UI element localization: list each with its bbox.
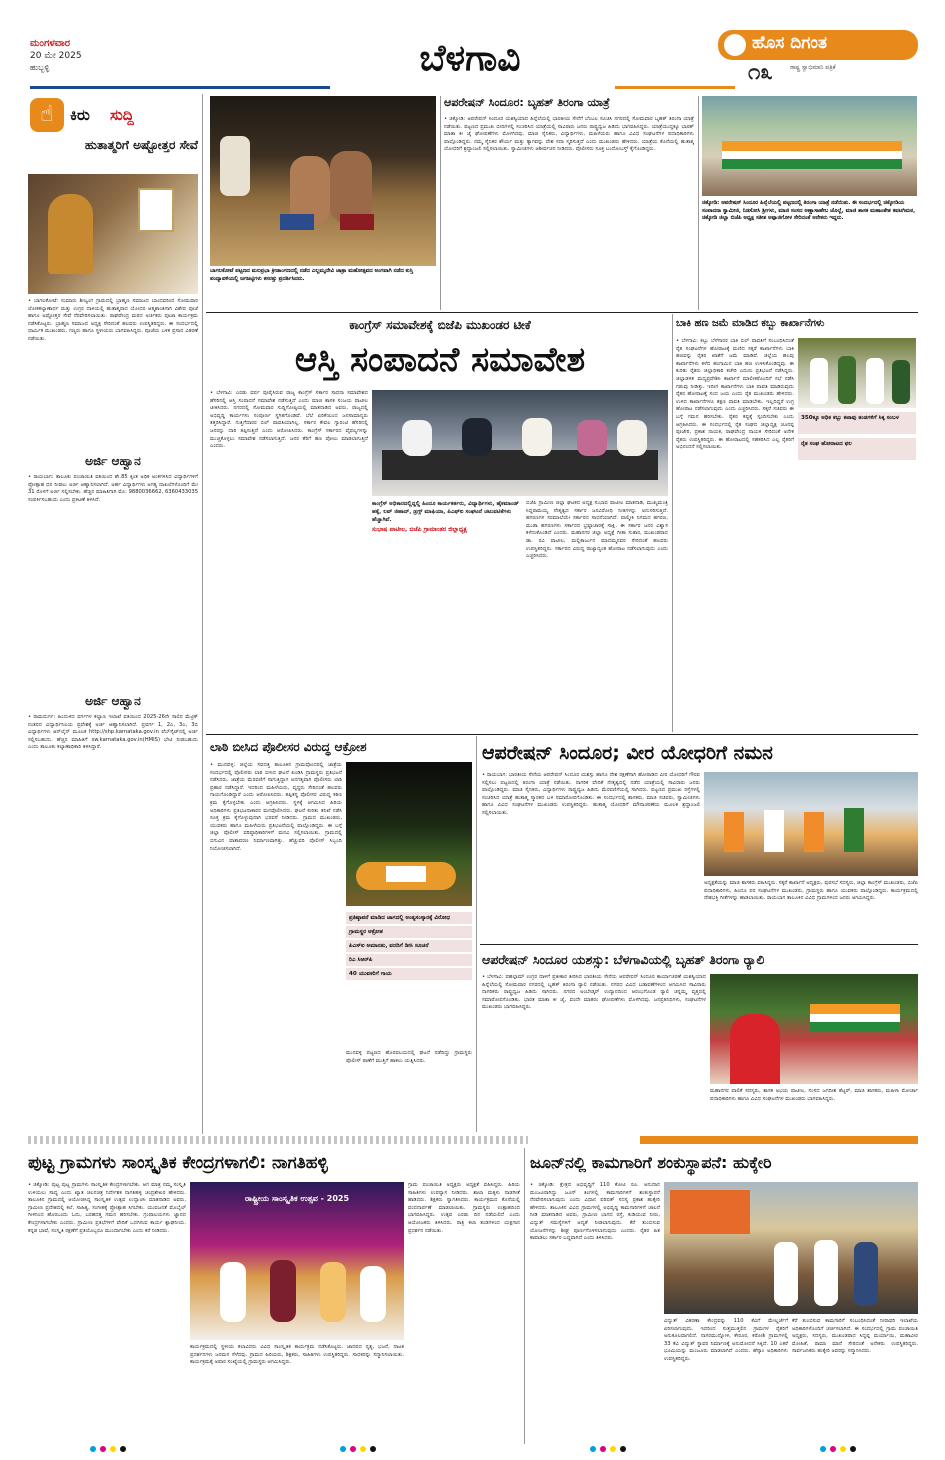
puttagrama-body3: ಗ್ರಾಮ ಪಂಚಾಯಿತಿ ಅಧ್ಯಕ್ಷರು ಅಧ್ಯಕ್ಷತೆ ವಹಿಸಿದ್ದರು. ಹಿರಿಯ ಸಾಹಿತಿಗಳು ಉಪನ್ಯಾಸ ನೀಡಿದರು. ಶಾಲಾ ಮಕ್ಕಳು ನಾಡಗೀತೆ ಹಾಡಿದರು. ಶಿಕ್ಷಕರು ಸ್ವಾಗತಿಸಿದರು. ಕಾರ್ಯಕ್ರಮದ ಕೊನೆಯಲ್ಲಿ ವಂದನಾರ್ಪಣೆ ಮಾಡಲಾಯಿತು. ಗ್ರಾಮಸ್ಥರು ಉತ್ಸಾಹದಿಂದ ಭಾಗವಹಿಸಿದ್ದರು. ಉತ್ಸವ ಎರಡು ದಿನ ನಡೆಯಲಿದೆ ಎಂದು ಆಯೋಜಕರು ತಿಳಿಸಿದರು. ರಾತ್ರಿ ಕಲಾ ತಂಡಗಳಿಂದ ಯಕ್ಷಗಾನ ಪ್ರದರ್ಶನ ನಡೆಯಿತು. bbox=[408, 1182, 520, 1234]
masthead-bar-left bbox=[30, 86, 330, 89]
hukkeri-photo bbox=[664, 1182, 918, 1314]
police-bullet-4: ರಿಎ ಸಿಆರ್‌ಪಿ bbox=[346, 954, 472, 966]
rally-headline: ಆಪರೇಷನ್ ಸಿಂದೂರ ಯಶಸ್ಸು: ಬೆಳಗಾವಿಯಲ್ಲಿ ಬೃಹತ್ ತಿರಂಗಾ ರ‍್ಯಾಲಿ bbox=[482, 952, 765, 967]
police-bullet-2: ಗ್ರಾಮಸ್ಥರ ಆಕ್ರೋಶ bbox=[346, 926, 472, 938]
kabbu-body-cont bbox=[798, 462, 916, 730]
police-headline: ಲಾಠಿ ಬೀಸಿದ ಪೊಲೀಸರ ವಿರುದ್ಧ ಆಕ್ರೋಶ bbox=[210, 740, 367, 754]
samavesha-quote-by: ಸುಭಾಷ ಪಾಟೀಲ, ಬಿಜೆಪಿ ಗ್ರಾಮಾಂತರ ಜಿಲ್ಲಾಧ್ಯಕ್ಷ bbox=[372, 526, 467, 533]
veera-rule bbox=[480, 944, 918, 945]
police-bullets bbox=[346, 910, 472, 1040]
kabbu-body: • ಬೆಳಗಾವಿ: ಕಬ್ಬು ಬೆಳೆಗಾರರ ಬಾಕಿ ಬಿಲ್ ಪಾವತಿಗೆ ಸಂಬಂಧಿಸಿದಂತೆ ರೈತ ಸಂಘಟನೆಗಳ ಹೋರಾಟಕ್ಕೆ ಮಣಿದ ಸಕ್ಕರೆ ಕಾರ್ಖಾನೆಗಳು ಬಾಕಿ ಹಣವನ್ನು ರೈತರ ಖಾತೆಗೆ ಜಮೆ ಮಾಡಿವೆ. ಜಿಲ್ಲೆಯ ಹಲವು ಕಾರ್ಖಾನೆಗಳು ಕಳೆದ ಹಂಗಾಮಿನ ಬಾಕಿ ಹಣ ಉಳಿಸಿಕೊಂಡಿದ್ದವು. ಈ ಕುರಿತು ರೈತರು ಜಿಲ್ಲಾಧಿಕಾರಿ ಕಚೇರಿ ಎದುರು ಪ್ರತಿಭಟನೆ ನಡೆಸಿದ್ದರು. ಜಿಲ್ಲಾಡಳಿತ ಮಧ್ಯಪ್ರವೇಶಿಸಿ ಕಾರ್ಖಾನೆ ಮಾಲೀಕರೊಂದಿಗೆ ಸಭೆ ನಡೆಸಿ ಗಡುವು ನೀಡಿತ್ತು. ಇದೀಗ ಕಾರ್ಖಾನೆಗಳು ಬಾಕಿ ಪಾವತಿ ಮಾಡಿರುವುದು ರೈತರ ಹೋರಾಟಕ್ಕೆ ಸಂದ ಜಯ ಎಂದು ರೈತ ಮುಖಂಡರು ಹೇಳಿದರು. ಉಳಿದ ಕಾರ್ಖಾನೆಗಳೂ ತಕ್ಷಣ ಪಾವತಿ ಮಾಡಬೇಕು. ಇಲ್ಲದಿದ್ದರೆ ಉಗ್ರ ಹೋರಾಟ ನಡೆಸಲಾಗುವುದು ಎಂದು ಎಚ್ಚರಿಸಿದರು. ಸಕ್ಕರೆ ಸಚಿವರು ಈ ಬಗ್ಗೆ ಗಮನ ಹರಿಸಬೇಕು. ರೈತರ ಕಷ್ಟಕ್ಕೆ ಸ್ಪಂದಿಸಬೇಕು ಎಂದು ಆಗ್ರಹಿಸಿದರು. ಈ ಸಂದರ್ಭದಲ್ಲಿ ರೈತ ಸಂಘದ ಜಿಲ್ಲಾಧ್ಯಕ್ಷ ಚೂನಪ್ಪ ಪೂಜೇರಿ, ಪ್ರಕಾಶ ನಾಯಕ, ರಾಘವೇಂದ್ರ ನಾಯಕ ಸೇರಿದಂತೆ ಅನೇಕ ರೈತರು ಉಪಸ್ಥಿತರಿದ್ದರು. ಈ ಹೋರಾಟದಲ್ಲಿ ಸಹಕರಿಸಿದ ಎಲ್ಲ ರೈತರಿಗೆ ಅಭಿನಂದನೆ ಸಲ್ಲಿಸಲಾಯಿತು. bbox=[676, 338, 794, 451]
brand-name: ಹೊಸ ದಿಗಂತ bbox=[752, 33, 827, 53]
kusti-caption: ಬಾಗಲಕೋಟೆ ಪಟ್ಟಣದ ಮಲಪ್ರಭಾ ಕ್ರೀಡಾಂಗಣದಲ್ಲಿ ನಡೆದ ಎಲ್ಲಮ್ಮದೇವಿ ಜಾತ್ರಾ ಮಹೋತ್ಸವದ ಅಂಗವಾಗಿ ನಡೆದ ಕುಸ್ತಿ ಪಂದ್ಯಾವಳಿಯಲ್ಲಿ ಜಗಜಟ್ಟಿಗಳು ಕಸರತ್ತು ಪ್ರದರ್ಶಿಸಿದರು. bbox=[210, 268, 414, 282]
samavesha-quote-box bbox=[372, 500, 522, 582]
hukkeri-body1: • ಚಿಕ್ಕೋಡಿ: ಕ್ಷೇತ್ರದ ಅಭಿವೃದ್ಧಿಗೆ 110 ಕೋಟಿ ರೂ. ಅನುದಾನ ಮಂಜೂರಾಗಿದ್ದು ಜೂನ್ ತಿಂಗಳಲ್ಲಿ ಕಾಮಗಾರಿಗಳಿಗೆ ಶಂಕುಸ್ಥಾಪನೆ ನೆರವೇರಿಸಲಾಗುವುದು ಎಂದು ವಿಧಾನ ಪರಿಷತ್ ಸದಸ್ಯ ಪ್ರಕಾಶ ಹುಕ್ಕೇರಿ ಹೇಳಿದರು. ತಾಲೂಕಿನ ವಿವಿಧ ಗ್ರಾಮಗಳಲ್ಲಿ ಅಭಿವೃದ್ಧಿ ಕಾಮಗಾರಿಗಳಿಗೆ ಚಾಲನೆ ನೀಡಿ ಮಾತನಾಡಿದ ಅವರು, ಗ್ರಾಮೀಣ ಭಾಗದ ರಸ್ತೆ, ಕುಡಿಯುವ ನೀರು, ವಿದ್ಯುತ್ ಸಮಸ್ಯೆಗಳಿಗೆ ಆದ್ಯತೆ ನೀಡಲಾಗುವುದು. ಕೆರೆ ತುಂಬಿಸುವ ಯೋಜನೆಗಳನ್ನು ಶೀಘ್ರ ಪೂರ್ಣಗೊಳಿಸಲಾಗುವುದು ಎಂದರು. ರೈತರ ಹಿತ ಕಾಪಾಡಲು ಸರ್ಕಾರ ಬದ್ಧವಾಗಿದೆ ಎಂದು ತಿಳಿಸಿದರು. bbox=[530, 1182, 660, 1242]
lower-divider bbox=[476, 736, 477, 1132]
samavesha-kicker: ಕಾಂಗ್ರೆಸ್ ಸಮಾವೇಶಕ್ಕೆ ಬಿಜೆಪಿ ಮುಖಂಡರ ಟೀಕೆ bbox=[349, 318, 531, 332]
samavesha-headline: ಆಸ್ತಿ ಸಂಪಾದನೆ ಸಮಾವೇಶ bbox=[294, 340, 586, 380]
puttagrama-body1: • ಚಿಕ್ಕೋಡಿ: ಪುಟ್ಟ ಪುಟ್ಟ ಗ್ರಾಮಗಳು ಸಾಂಸ್ಕೃತಿಕ ಕೇಂದ್ರಗಳಾಗಬೇಕು. ಆಗ ಮಾತ್ರ ನಮ್ಮ ಸಂಸ್ಕೃತಿ ಉಳಿಯಲು ಸಾಧ್ಯ ಎಂದು ಖ್ಯಾತ ಚಲನಚಿತ್ರ ನಿರ್ದೇಶಕ ನಾಗತಿಹಳ್ಳಿ ಚಂದ್ರಶೇಖರ ಹೇಳಿದರು. ತಾಲೂಕಿನ ಗ್ರಾಮದಲ್ಲಿ ಆಯೋಜಿಸಿದ್ದ ಸಾಂಸ್ಕೃತಿಕ ಉತ್ಸವ ಉದ್ಘಾಟಿಸಿ ಮಾತನಾಡಿದ ಅವರು, ಗ್ರಾಮೀಣ ಪ್ರದೇಶದಲ್ಲಿ ಕಲೆ, ಸಾಹಿತ್ಯ, ಸಂಗೀತಕ್ಕೆ ಪ್ರೋತ್ಸಾಹ ಸಿಗಬೇಕು. ಯುವಜನತೆ ಮೊಬೈಲ್ ಗೀಳಿನಿಂದ ಹೊರಬಂದು ಓದು, ಬರಹದತ್ತ ಗಮನ ಹರಿಸಬೇಕು. ಗ್ರಂಥಾಲಯಗಳು ಜ್ಞಾನದ ಕೇಂದ್ರಗಳಾಗಬೇಕು ಎಂದರು. ಗ್ರಾಮೀಣ ಪ್ರತಿಭೆಗಳಿಗೆ ವೇದಿಕೆ ಒದಗಿಸುವ ಕಾರ್ಯ ಶ್ಲಾಘನೀಯ. ಕನ್ನಡ ಭಾಷೆ, ಸಂಸ್ಕೃತಿ ರಕ್ಷಣೆಗೆ ಪ್ರತಿಯೊಬ್ಬರೂ ಮುಂದಾಗಬೇಕು ಎಂದು ಕರೆ ನೀಡಿದರು. bbox=[28, 1182, 186, 1234]
rally-caption: ಮಹಾನಗರ ಪಾಲಿಕೆ ಸದಸ್ಯರು, ಶಾಸಕ ಅಭಯ ಪಾಟೀಲ, ಸಂಸದ ಜಗದೀಶ ಶೆಟ್ಟರ್, ಮಾಜಿ ಶಾಸಕರು, ಮಹಿಳಾ ಮೋರ್ಚಾ ಪದಾಧಿಕಾರಿಗಳು ಹಾಗೂ ವಿವಿಧ ಸಂಘಟನೆಗಳ ಮುಖಂಡರು ಭಾಗವಹಿಸಿದ್ದರು. bbox=[710, 1088, 918, 1102]
veera-photo bbox=[704, 772, 918, 876]
veera-caption: ಅಧ್ಯಕ್ಷತೆಯನ್ನು ಮಾಜಿ ಶಾಸಕರು ವಹಿಸಿದ್ದರು. ಸಕ್ಕರೆ ಕಾರ್ಖಾನೆ ಅಧ್ಯಕ್ಷರು, ಪುರಸಭೆ ಸದಸ್ಯರು, ಜಿಲ್ಲಾ ಕಾಂಗ್ರೆಸ್ ಮುಖಂಡರು, ಬಿಜೆಪಿ ಪದಾಧಿಕಾರಿಗಳು, ಹಿಂದೂ ಪರ ಸಂಘಟನೆಗಳ ಮುಖಂಡರು, ಗ್ರಾಮಸ್ಥರು ಹಾಗೂ ಯುವಕರು ಪಾಲ್ಗೊಂಡಿದ್ದರು. ಕಾರ್ಯಕ್ರಮದಲ್ಲಿ ದೇಶಭಕ್ತಿ ಗೀತೆಗಳನ್ನು ಹಾಡಲಾಯಿತು. ರಾಯಬಾಗ ತಾಲೂಕಿನ ವಿವಿಧ ಗ್ರಾಮಗಳಿಂದ ಜನರು ಆಗಮಿಸಿದ್ದರು. bbox=[704, 880, 918, 902]
top-divider-1 bbox=[440, 96, 441, 310]
arji2-headline: ಅರ್ಜಿ ಆಹ್ವಾನ bbox=[85, 694, 141, 708]
rally-photo bbox=[710, 974, 918, 1084]
samavesha-photo bbox=[372, 390, 668, 496]
left-column bbox=[28, 94, 198, 1134]
police-body2: ಮುನವಳ್ಳಿ ಪಟ್ಟಣದ ಹೊರವಲಯದಲ್ಲಿ ಘಟನೆ ನಡೆದಿದ್ದು ಗ್ರಾಮಸ್ಥರು ಪೊಲೀಸ್ ಠಾಣೆಗೆ ಮುತ್ತಿಗೆ ಹಾಕಲು ಯತ್ನಿಸಿದರು. bbox=[346, 1050, 472, 1064]
tiranga-headline: ಆಪರೇಷನ್ ಸಿಂದೂರ: ಬೃಹತ್ ತಿರಂಗಾ ಯಾತ್ರೆ bbox=[444, 96, 610, 109]
veera-headline: ಆಪರೇಷನ್ ಸಿಂದೂರ; ವೀರ ಯೋಧರಿಗೆ ನಮನ bbox=[482, 742, 773, 764]
masthead-bar-right bbox=[615, 86, 735, 89]
left-column-divider bbox=[202, 94, 203, 1134]
hukkeri-body3: ಕೆರೆ ತುಂಬಿಸುವ ಕಾಮಗಾರಿಗೆ ಸಂಬಂಧಿಸಿದಂತೆ ನೀರಾವರಿ ಇಲಾಖೆಯ ಅಧಿಕಾರಿಗಳೊಂದಿಗೆ ಚರ್ಚಿಸಲಾಗಿದೆ. ಈ ಸಂದರ್ಭದಲ್ಲಿ ಗ್ರಾಮ ಪಂಚಾಯಿತಿ ಅಧ್ಯಕ್ಷರು, ಸದಸ್ಯರು, ಮುಖಂಡರಾದ ಸಿದ್ದಪ್ಪ ಮರ್ಯಾಯಿ, ಮಹಾವೀರ ಮೋಹಿತೆ, ರಾಮಾ ಮಾನೆ ಸೇರಿದಂತೆ ಅನೇಕರು ಉಪಸ್ಥಿತರಿದ್ದರು. ಸಾರ್ವಜನಿಕರು ಹುಕ್ಕೇರಿ ಅವರನ್ನು ಸನ್ಮಾನಿಸಿದರು. bbox=[792, 1318, 918, 1355]
samavesha-quote: ಕಾಂಗ್ರೆಸ್ ಅಧಿಕಾರದಲ್ಲಿದ್ದಲ್ಲಿ ಹಿಂದೂ ಕಾರ್ಯಕರ್ತರು, ವಿದ್ಯಾರ್ಥಿಗಳು, ಹೈಕಮಾಂಡ್ ಹಕ್ಕೆ, ಲವ್ ಜಿಹಾದ್, ಡ್ರಗ್ಸ್ ಮಾಫಿಯಾ, ಪಿಎಫ್‌ಐ ಸಂಘಟನೆ ಚಟುವಟಿಕೆಗಳು ಹೆಚ್ಚಾಗಿವೆ. bbox=[372, 501, 519, 523]
stage-banner-text: ರಾಷ್ಟ್ರೀಯ ಸಾಂಸ್ಕೃತಿಕ ಉತ್ಸವ - 2025 bbox=[244, 1194, 350, 1203]
rally-body: • ಬೆಳಗಾವಿ: ಪಹಲ್ಗಾಮ್ ಉಗ್ರರ ದಾಳಿಗೆ ಪ್ರತೀಕಾರ ತೀರಿಸಿದ ಭಾರತೀಯ ಸೇನೆಯ ಆಪರೇಷನ್ ಸಿಂದೂರ ಕಾರ್ಯಾಚರಣೆ ಯಶಸ್ವಿಯಾದ ಹಿನ್ನೆಲೆಯಲ್ಲಿ ಸೋಮವಾರ ನಗರದಲ್ಲಿ ಬೃಹತ್ ತಿರಂಗಾ ರ‍್ಯಾಲಿ ನಡೆಯಿತು. ನಗರದ ವಿವಿಧ ಬಡಾವಣೆಗಳಿಂದ ಆಗಮಿಸಿದ ಸಾವಿರಾರು ನಾಗರಿಕರು ರಾಷ್ಟ್ರಧ್ವಜ ಹಿಡಿದು ಸಾಗಿದರು. ನಗರದ ಅಂಬೇಡ್ಕರ್ ಉದ್ಯಾನದಿಂದ ಆರಂಭಗೊಂಡ ರ‍್ಯಾಲಿ ಚನ್ನಮ್ಮ ವೃತ್ತದಲ್ಲಿ ಸಮಾರೋಪಗೊಂಡಿತು. ಭಾರತ ಮಾತಾ ಕೀ ಜೈ, ವಂದೇ ಮಾತರಂ ಘೋಷಣೆಗಳು ಮೊಳಗಿದವು. ಜನಪ್ರತಿನಿಧಿಗಳು, ಸಂಘಟನೆಗಳ ಮುಖಂಡರು ಭಾಗವಹಿಸಿದ್ದರು. bbox=[482, 974, 706, 1011]
pointing-hand-icon: ☝ bbox=[30, 98, 64, 132]
puttagrama-photo bbox=[190, 1182, 404, 1340]
kirusuddi-label-a: ಕಿರು bbox=[70, 106, 90, 124]
hukkeri-headline: ಜೂನ್‌ನಲ್ಲಿ ಕಾಮಗಾರಿಗೆ ಶಂಕುಸ್ಥಾಪನೆ: ಹುಕ್ಕೇರಿ bbox=[530, 1153, 772, 1172]
day-label: ಮಂಗಳವಾರ bbox=[30, 38, 71, 49]
police-photo bbox=[346, 762, 472, 906]
date-block bbox=[30, 38, 130, 88]
arji1-headline: ಅರ್ಜಿ ಆಹ್ವಾನ bbox=[85, 454, 141, 468]
bottom-divider bbox=[524, 1148, 525, 1444]
section-title: ಬೆಳಗಾವಿ bbox=[419, 38, 521, 79]
brand-icon bbox=[724, 34, 746, 56]
police-body: • ಮುನವಳ್ಳಿ: ಜಿಲ್ಲೆಯ ಸವದತ್ತಿ ತಾಲೂಕಿನ ಗ್ರಾಮವೊಂದರಲ್ಲಿ ಜಾತ್ರೆಯ ಸಂದರ್ಭದಲ್ಲಿ ಪೊಲೀಸರು ಲಾಠಿ ಬೀಸಿದ ಘಟನೆ ಖಂಡಿಸಿ ಗ್ರಾಮಸ್ಥರು ಪ್ರತಿಭಟನೆ ನಡೆಸಿದರು. ಜಾತ್ರೆಯ ಮೆರವಣಿಗೆ ಸಾಗುತ್ತಿದ್ದಾಗ ಅನಗತ್ಯವಾಗಿ ಪೊಲೀಸರು ಲಾಠಿ ಪ್ರಹಾರ ನಡೆಸಿದ್ದಾರೆ. ಇದರಿಂದ ಮಹಿಳೆಯರು, ವೃದ್ಧರು ಸೇರಿದಂತೆ ಹಲವರು ಗಾಯಗೊಂಡಿದ್ದಾರೆ ಎಂದು ಆರೋಪಿಸಿದರು. ತಪ್ಪಿತಸ್ಥ ಪೊಲೀಸರ ವಿರುದ್ಧ ಕಠಿಣ ಕ್ರಮ ಕೈಗೊಳ್ಳಬೇಕು ಎಂದು ಆಗ್ರಹಿಸಿದರು. ಸ್ಥಳಕ್ಕೆ ಆಗಮಿಸಿದ ಹಿರಿಯ ಅಧಿಕಾರಿಗಳು ಪ್ರತಿಭಟನಾಕಾರರ ಮನವೊಲಿಸಿದರು. ಘಟನೆ ಕುರಿತು ತನಿಖೆ ನಡೆಸಿ ಸೂಕ್ತ ಕ್ರಮ ಕೈಗೊಳ್ಳುವುದಾಗಿ ಭರವಸೆ ನೀಡಿದರು. ಗ್ರಾಮದ ಮುಖಂಡರು, ಯುವಕರು ಹಾಗೂ ಮಹಿಳೆಯರು ಪ್ರತಿಭಟನೆಯಲ್ಲಿ ಪಾಲ್ಗೊಂಡಿದ್ದರು. ಈ ಬಗ್ಗೆ ಜಿಲ್ಲಾ ಪೊಲೀಸ್ ವರಿಷ್ಠಾಧಿಕಾರಿಗಳಿಗೆ ಮನವಿ ಸಲ್ಲಿಸಲಾಯಿತು. ಗ್ರಾಮದಲ್ಲಿ ಬಿಗುವಿನ ವಾತಾವರಣ ನಿರ್ಮಾಣವಾಗಿತ್ತು. ಹೆಚ್ಚುವರಿ ಪೊಲೀಸ್ ಸಿಬ್ಬಂದಿ ನಿಯೋಜಿಸಲಾಗಿದೆ. bbox=[210, 762, 342, 852]
top-row-rule bbox=[206, 312, 918, 313]
arji2-body: • ರಾಮದುರ್ಗ: ಹಿಂದುಳಿದ ವರ್ಗಗಳ ಕಲ್ಯಾಣ ಇಲಾಖೆ ವತಿಯಿಂದ 2025-26ನೇ ಸಾಲಿನ ಮೆಟ್ರಿಕ್ ನಂತರದ ವಿದ್ಯಾರ್ಥಿನಿಲಯ ಪ್ರವೇಶಕ್ಕೆ ಅರ್ಜಿ ಆಹ್ವಾನಿಸಲಾಗಿದೆ. ಪ್ರವರ್ಗ 1, 2ಎ, 3ಎ, 3ಬಿ ವಿದ್ಯಾರ್ಥಿಗಳು ಆನ್‌ಲೈನ್ ಮೂಲಕ http://shp.karnataka.gov.in ವೆಬ್‌ಸೈಟ್‌ನಲ್ಲಿ ಅರ್ಜಿ ಸಲ್ಲಿಸಬಹುದು. ಹೆಚ್ಚಿನ ಮಾಹಿತಿಗೆ sw.karnataka.gov.in(HMIS) ಭೇಟಿ ನೀಡಬಹುದು ಎಂದು ತಾಲೂಕು ಕಲ್ಯಾಣಾಧಿಕಾರಿ ತಿಳಿಸಿದ್ದಾರೆ. bbox=[28, 714, 198, 751]
edition-label: ಹುಬ್ಬಳ್ಳಿ bbox=[30, 63, 50, 72]
hukkeri-body2: ವಿದ್ಯುತ್ ವಿತರಣಾ ಕೇಂದ್ರವನ್ನು 110 ಕೆವಿಗೆ ಮೇಲ್ದರ್ಜೆಗೆ ಏರಿಸಲಾಗುವುದು. ಇದರಿಂದ ಸುತ್ತಮುತ್ತಲಿನ ಗ್ರಾಮಗಳ ರೈತರಿಗೆ ಅನುಕೂಲವಾಗಲಿದೆ. ನಾಗರಮುನ್ನೋಳಿ, ಕೇರೂರ, ಕರೋಶಿ ಗ್ರಾಮಗಳಲ್ಲಿ 33 ಕೆವಿ ವಿದ್ಯುತ್ ಸ್ಥಾವರ ನಿರ್ಮಾಣಕ್ಕೆ ಅನುಮೋದನೆ ಸಿಕ್ಕಿದೆ. 10 ಎಕರೆ ಭೂಮಿಯನ್ನು ಮಂಜೂರು ಮಾಡಲಾಗಿದೆ ಎಂದರು. ಹೆಸ್ಕಾಂ ಅಧಿಕಾರಿಗಳು ಉಪಸ್ಥಿತರಿದ್ದರು. bbox=[664, 1318, 788, 1362]
page-number: ೧೩ bbox=[748, 60, 773, 85]
brand-block bbox=[718, 30, 918, 90]
kirusuddi-logo bbox=[28, 96, 198, 136]
kabbu-headline: ಬಾಕಿ ಹಣ ಜಮೆ ಮಾಡಿದ ಕಬ್ಬು ಕಾರ್ಖಾನೆಗಳು bbox=[676, 318, 825, 329]
bottom-band-right bbox=[640, 1136, 918, 1144]
top-divider-2 bbox=[698, 96, 699, 310]
puttagrama-body2: ಕಾರ್ಯಕ್ರಮದಲ್ಲಿ ಸ್ಥಳೀಯ ಕಲಾವಿದರು ವಿವಿಧ ಸಾಂಸ್ಕೃತಿಕ ಕಾರ್ಯಕ್ರಮ ನಡೆಸಿಕೊಟ್ಟರು. ಜಾನಪದ ನೃತ್ಯ, ಭಜನೆ, ನಾಟಕ ಪ್ರದರ್ಶನಗಳು ಜನಮನ ಸೆಳೆದವು. ಗ್ರಾಮದ ಹಿರಿಯರು, ಶಿಕ್ಷಕರು, ಸಾಹಿತಿಗಳು ಉಪಸ್ಥಿತರಿದ್ದರು. ಸಾಧಕರನ್ನು ಸನ್ಮಾನಿಸಲಾಯಿತು. ಕಾರ್ಯಕ್ರಮಕ್ಕೆ ಅಪಾರ ಸಂಖ್ಯೆಯಲ್ಲಿ ಗ್ರಾಮಸ್ಥರು ಆಗಮಿಸಿದ್ದರು. bbox=[190, 1344, 404, 1366]
puttagrama-headline: ಪುಟ್ಟ ಗ್ರಾಮಗಳು ಸಾಂಸ್ಕೃತಿಕ ಕೇಂದ್ರಗಳಾಗಲಿ: ನಾಗತಿಹಳ್ಳಿ bbox=[28, 1153, 328, 1173]
mid-divider bbox=[672, 314, 673, 732]
kabbu-bullet-1: 350ಕ್ಕೂ ಅಧಿಕ ಕಬ್ಬು ಕಟಾವು ತಂಡಗಳಿಗೆ ಸಿಕ್ಕ ಸಂಬಳ bbox=[798, 412, 916, 434]
kusti-photo bbox=[210, 96, 436, 266]
kabbu-bullet-2: ರೈತ ಸಂಘ ಹೋರಾಟದ ಫಲ bbox=[798, 438, 916, 460]
masthead bbox=[0, 0, 945, 92]
samavesha-body1: • ಬೆಳಗಾವಿ: ಎರಡು ವರ್ಷ ಪೂರೈಸಿರುವ ರಾಜ್ಯ ಕಾಂಗ್ರೆಸ್ ಸರ್ಕಾರ ಸಾಧನಾ ಸಮಾವೇಶದ ಹೆಸರಿನಲ್ಲಿ ಆಸ್ತಿ ಸಂಪಾದನೆ ಸಮಾವೇಶ ನಡೆಸುತ್ತಿದೆ ಎಂದು ಮಾಜಿ ಶಾಸಕ ಸಂಜಯ ಪಾಟೀಲ ಟೀಕಿಸಿದರು. ನಗರದಲ್ಲಿ ಸೋಮವಾರ ಸುದ್ದಿಗೋಷ್ಠಿಯಲ್ಲಿ ಮಾತನಾಡಿದ ಅವರು, ರಾಜ್ಯದಲ್ಲಿ ಅಭಿವೃದ್ಧಿ ಕಾರ್ಯಗಳು ಸಂಪೂರ್ಣ ಸ್ಥಗಿತಗೊಂಡಿವೆ. ಬೆಲೆ ಏರಿಕೆಯಿಂದ ಜನಸಾಮಾನ್ಯರು ತತ್ತರಿಸಿದ್ದಾರೆ. ಗುತ್ತಿಗೆದಾರರ ಬಿಲ್ ಪಾವತಿಯಾಗಿಲ್ಲ. ಸರ್ಕಾರ ಕೇವಲ ಗ್ಯಾರಂಟಿ ಹೆಸರಿನಲ್ಲಿ ಜನರನ್ನು ದಾರಿ ತಪ್ಪಿಸುತ್ತಿದೆ ಎಂದು ಆರೋಪಿಸಿದರು. ಕಾಂಗ್ರೆಸ್ ಸರ್ಕಾರದ ವೈಫಲ್ಯಗಳನ್ನು ಮುಚ್ಚಿಕೊಳ್ಳಲು ಸಮಾವೇಶ ನಡೆಸಲಾಗುತ್ತಿದೆ. ಜನರ ತೆರಿಗೆ ಹಣ ಪೋಲು ಮಾಡಲಾಗುತ್ತಿದೆ ಎಂದರು. bbox=[210, 390, 368, 450]
kirusuddi-photo bbox=[28, 174, 198, 294]
tiranga-body: • ಚಿಕ್ಕೋಡಿ: ಆಪರೇಷನ್ ಸಿಂದೂರ ಯಶಸ್ವಿಯಾದ ಹಿನ್ನೆಲೆಯಲ್ಲಿ ಭಾರತೀಯ ಸೇನೆಗೆ ಬೆಂಬಲ ಸೂಚಿಸಿ ನಗರದಲ್ಲಿ ಸೋಮವಾರ ಬೃಹತ್ ತಿರಂಗಾ ಯಾತ್ರೆ ನಡೆಯಿತು. ಪಟ್ಟಣದ ಪ್ರಮುಖ ಬೀದಿಗಳಲ್ಲಿ ಸಂಚರಿಸಿದ ಯಾತ್ರೆಯಲ್ಲಿ ಸಾವಿರಾರು ಜನರು ರಾಷ್ಟ್ರಧ್ವಜ ಹಿಡಿದು ಭಾಗವಹಿಸಿದ್ದರು. ಯಾತ್ರೆಯುದ್ದಕ್ಕೂ ಭಾರತ್ ಮಾತಾ ಕೀ ಜೈ ಘೋಷಣೆಗಳು ಮೊಳಗಿದವು. ಮಾಜಿ ಸೈನಿಕರು, ವಿದ್ಯಾರ್ಥಿಗಳು, ಮಹಿಳೆಯರು ಹಾಗೂ ವಿವಿಧ ಸಂಘಟನೆಗಳ ಪದಾಧಿಕಾರಿಗಳು ಪಾಲ್ಗೊಂಡಿದ್ದರು. ನಮ್ಮ ಸೈನಿಕರ ಶೌರ್ಯ ಮತ್ತು ತ್ಯಾಗವನ್ನು ದೇಶ ಸದಾ ಸ್ಮರಿಸುತ್ತದೆ ಎಂದು ಮುಖಂಡರು ಹೇಳಿದರು. ಯಾತ್ರೆಯ ಕೊನೆಯಲ್ಲಿ ಹುತಾತ್ಮ ಯೋಧರಿಗೆ ಶ್ರದ್ಧಾಂಜಲಿ ಸಲ್ಲಿಸಲಾಯಿತು. ಸ್ವಾಮೀಜಿಗಳು ಆಶೀರ್ವಚನ ನೀಡಿದರು. ಪೊಲೀಸರು ಸೂಕ್ತ ಬಂದೋಬಸ್ತ್ ಕೈಗೊಂಡಿದ್ದರು. bbox=[444, 116, 694, 153]
bottom-band-left bbox=[28, 1136, 528, 1144]
kirusuddi-body: • ಬಾಗಲಕೋಟೆ: ಸುಮಾರು ಶೀಲ್ವಂಗ ಗ್ರಾಮದಲ್ಲಿ ಬ್ರಾಹ್ಮಣ ಸಮಾಜದ ಬಾಂಧವರಿಂದ ಸೋಮವಾರ ಲೋಕಕಲ್ಯಾಣಾರ್ಥ ಮತ್ತು ಉಗ್ರರ ದಾಳಿಯಲ್ಲಿ ಹುತಾತ್ಮರಾದ ಯೋಧರ ಆತ್ಮಶಾಂತಿಗಾಗಿ ವಿಶೇಷ ಪೂಜೆ ಹಾಗೂ ಅಷ್ಟೋತ್ತರ ಸೇವೆ ನೆರವೇರಿಸಲಾಯಿತು. ರಾಘವೇಂದ್ರ ಮಠದ ಅರ್ಚಕರು ಪೂಜಾ ಕಾರ್ಯಕ್ರಮ ನಡೆಸಿಕೊಟ್ಟರು. ಬ್ರಾಹ್ಮಣ ಸಮಾಜದ ಅಧ್ಯಕ್ಷ ಸೇರಿದಂತೆ ಹಲವರು ಉಪಸ್ಥಿತರಿದ್ದರು. ಈ ಸಂದರ್ಭದಲ್ಲಿ ಧಾರ್ಮಿಕ ಮುಖಂಡರು, ಗಣ್ಯರು ಹಾಗೂ ಸ್ಥಳೀಯರು ಭಾಗವಹಿಸಿದ್ದರು. ಪೂಜೆಯ ಬಳಿಕ ಪ್ರಸಾದ ವಿತರಣೆ ನಡೆಯಿತು. bbox=[28, 298, 198, 342]
kabbu-photo bbox=[798, 338, 916, 408]
veera-body: • ರಾಯಬಾಗ: ಭಾರತೀಯ ಸೇನೆಯ ಆಪರೇಷನ್ ಸಿಂದೂರ ಯಶಸ್ಸು ಹಾಗೂ ದೇಶ ರಕ್ಷಣೆಗಾಗಿ ಹೋರಾಡಿದ ವೀರ ಯೋಧರಿಗೆ ಗೌರವ ಸಲ್ಲಿಸಲು ಪಟ್ಟಣದಲ್ಲಿ ತಿರಂಗಾ ಯಾತ್ರೆ ನಡೆಯಿತು. ನಾಗರಿಕ ವೇದಿಕೆ ನೇತೃತ್ವದಲ್ಲಿ ನಡೆದ ಯಾತ್ರೆಯಲ್ಲಿ ಸಾವಿರಾರು ಜನರು ಪಾಲ್ಗೊಂಡಿದ್ದರು. ಮಾಜಿ ಸೈನಿಕರು, ವಿದ್ಯಾರ್ಥಿಗಳು ರಾಷ್ಟ್ರಧ್ವಜ ಹಿಡಿದು ಮೆರವಣಿಗೆಯಲ್ಲಿ ಸಾಗಿದರು. ಪಟ್ಟಣದ ಪ್ರಮುಖ ರಸ್ತೆಗಳಲ್ಲಿ ಸಂಚರಿಸಿದ ಯಾತ್ರೆ ಹುತಾತ್ಮ ಸ್ಮಾರಕದ ಬಳಿ ಸಮಾರೋಪಗೊಂಡಿತು. ಈ ಸಂದರ್ಭದಲ್ಲಿ ಶಾಸಕರು, ಮಾಜಿ ಸಚಿವರು, ಸ್ವಾಮೀಜಿಗಳು ಹಾಗೂ ವಿವಿಧ ಸಂಘಟನೆಗಳ ಮುಖಂಡರು ಉಪಸ್ಥಿತರಿದ್ದರು. ಹುತಾತ್ಮ ಯೋಧರಿಗೆ ಮೌನಾಚರಣೆಯ ಮೂಲಕ ಶ್ರದ್ಧಾಂಜಲಿ ಸಲ್ಲಿಸಲಾಯಿತು. bbox=[482, 772, 700, 816]
tiranga-photo bbox=[702, 96, 917, 196]
mid-row-rule bbox=[206, 734, 918, 735]
date-label: 20 ಮೇ 2025 bbox=[30, 51, 82, 61]
kirusuddi-label-b: ಸುದ್ದಿ bbox=[110, 106, 134, 124]
police-bullet-1: ಪ್ರತಿಷ್ಠಾಪನೆ ಮಾಡಿದ ಜಾಗದಲ್ಲಿ ಅಂತ್ಯಸಂಸ್ಕಾರಕ್ಕೆ ವಿರೋಧ bbox=[346, 912, 472, 924]
arji1-body: • ರಾಯಬಾಗ: ತಾಲೂಕು ಪಂಚಾಯಿತಿ ವತಿಯಿಂದ ಶೇ.85 ಕ್ಕಿಂತ ಅಧಿಕ ಅಂಕಗಳಿಸಿದ ವಿದ್ಯಾರ್ಥಿಗಳಿಗೆ ಪ್ರೋತ್ಸಾಹ ಧನ ನೀಡಲು ಅರ್ಜಿ ಆಹ್ವಾನಿಸಲಾಗಿದೆ. ಅರ್ಹ ವಿದ್ಯಾರ್ಥಿಗಳು ಅಗತ್ಯ ದಾಖಲೆಗಳೊಂದಿಗೆ ಮೇ 31 ರೊಳಗೆ ಅರ್ಜಿ ಸಲ್ಲಿಸಬೇಕು. ಹೆಚ್ಚಿನ ಮಾಹಿತಿಗಾಗಿ ಮೊ: 9880036662, 6360433035 ಸಂಪರ್ಕಿಸಬಹುದು ಎಂದು ಪ್ರಕಟಣೆ ತಿಳಿಸಿದೆ. bbox=[28, 474, 198, 503]
police-bullet-5: 40 ಯುವಕರಿಗೆ ಗಾಯ bbox=[346, 968, 472, 980]
brand-tagline: ರಾಷ್ಟ್ರ ಸ್ವಾಭಿಮಾನಿ ಪತ್ರಿಕೆ bbox=[790, 64, 836, 71]
police-bullet-3: ಪಿಎಸ್ಐ ಅಮಾನತು, ವರದಿಗೆ ಡೀಸಿ ಸೂಚನೆ bbox=[346, 940, 472, 952]
tiranga-caption: ಚಿಕ್ಕೋಡಿ: ಆಪರೇಷನ್ ಸಿಂದೂರ ಹಿನ್ನೆಲೆಯಲ್ಲಿ ಪಟ್ಟಣದಲ್ಲಿ ತಿರಂಗಾ ಯಾತ್ರೆ ನಡೆಯಿತು. ಈ ಸಂದರ್ಭದಲ್ಲಿ ಚಿಕ್ಕೋಡಿಯ ಸಂಪಾದನಾ ಸ್ವಾಮೀಜಿ, ನಿಡಸೋಸಿ ಶ್ರೀಗಳು, ಮಾಜಿ ಸಂಸದ ಅಣ್ಣಾಸಾಹೇಬ ಜೊಲ್ಲೆ, ಮಾಜಿ ಶಾಸಕ ಮಹಾಂತೇಶ ಕವಟಗಿಮಠ, ಚಿಕ್ಕೋಡಿ ಜಿಲ್ಲಾ ಬಿಜೆಪಿ ಅಧ್ಯಕ್ಷ ಸತೀಶ ಅಪ್ಪಾಜಿಗೋಳ ಸೇರಿದಂತೆ ಅನೇಕರು ಇದ್ದರು. bbox=[702, 200, 916, 222]
kirusuddi-headline: ಹುತಾತ್ಮರಿಗೆ ಅಷ್ಟೋತ್ತರ ಸೇವೆ bbox=[84, 138, 198, 152]
samavesha-body2: ಬಿಜೆಪಿ ಗ್ರಾಮೀಣ ಜಿಲ್ಲಾ ಘಟಕದ ಅಧ್ಯಕ್ಷ ಸುಭಾಷ ಪಾಟೀಲ ಮಾತನಾಡಿ, ಮುಖ್ಯಮಂತ್ರಿ ಸಿದ್ದರಾಮಯ್ಯ ನೇತೃತ್ವದ ಸರ್ಕಾರ ಜನವಿರೋಧಿ ನೀತಿಗಳನ್ನು ಅನುಸರಿಸುತ್ತಿದೆ. ಹಗರಣಗಳ ಸರಮಾಲೆಯೇ ಸರ್ಕಾರದ ಸಾಧನೆಯಾಗಿದೆ. ವಾಲ್ಮೀಕಿ ನಿಗಮದ ಹಗರಣ, ಮುಡಾ ಹಗರಣಗಳು ಸರ್ಕಾರದ ಭ್ರಷ್ಟಾಚಾರಕ್ಕೆ ಸಾಕ್ಷಿ. ಈ ಸರ್ಕಾರ ಜನರ ವಿಶ್ವಾಸ ಕಳೆದುಕೊಂಡಿದೆ ಎಂದರು. ಮಹಾನಗರ ಜಿಲ್ಲಾ ಅಧ್ಯಕ್ಷೆ ಗೀತಾ ಸುತಾರ, ಮುಖಂಡರಾದ ಡಾ. ರವಿ ಪಾಟೀಲ, ಮಲ್ಲಿಕಾರ್ಜುನ ಮಾದಮ್ಮನವರ ಸೇರಿದಂತೆ ಹಲವರು ಉಪಸ್ಥಿತರಿದ್ದರು. ಸರ್ಕಾರದ ವಿರುದ್ಧ ರಾಜ್ಯಾದ್ಯಂತ ಹೋರಾಟ ನಡೆಸಲಾಗುವುದು ಎಂದು ಎಚ್ಚರಿಸಿದರು. bbox=[526, 500, 668, 560]
registration-marks bbox=[0, 1446, 945, 1456]
brand-logo bbox=[718, 30, 918, 60]
